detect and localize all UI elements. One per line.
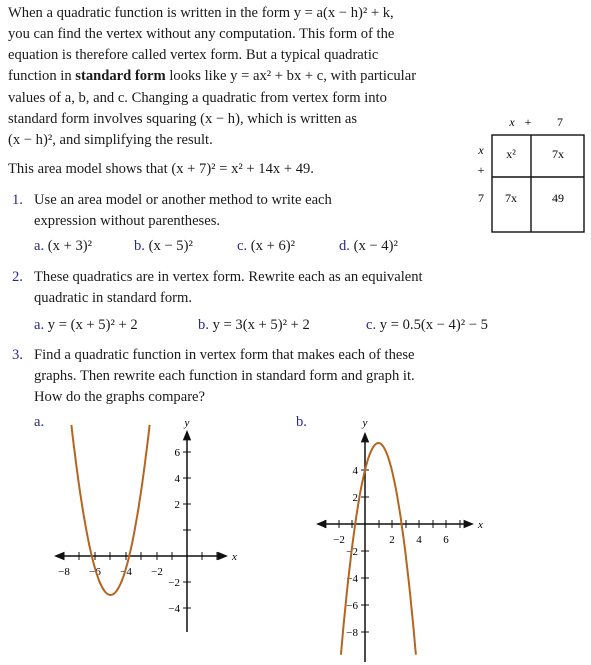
graph-a: [0, 410, 300, 635]
question-1-number: 1.: [12, 192, 23, 208]
part-expression: (x + 6)²: [250, 238, 296, 254]
q1-part: [339, 236, 398, 256]
question-3-text: How do the graphs compare?: [34, 389, 206, 405]
area-top-label: x: [509, 115, 515, 129]
graph-b-x-tick-label: 6: [443, 534, 449, 546]
q2-part: [34, 315, 138, 335]
area-cell: 49: [552, 191, 564, 205]
part-expression: (x − 4)²: [353, 238, 398, 254]
graph-a-y-tick-label: 2: [174, 499, 180, 511]
intro-line-6: standard form involves squaring (x − h), which is written as: [8, 111, 358, 127]
graph-b-y-tick-label: −2: [346, 546, 358, 558]
question-1-text: expression without parentheses.: [34, 213, 221, 229]
intro-text: looks like y = ax² + bx + c, with particular: [165, 68, 417, 84]
part-label: a.: [34, 238, 45, 254]
intro-line-3: equation is therefore called vertex form. But a typical quadratic: [8, 47, 379, 63]
graph-b-x-tick-label: 2: [389, 534, 395, 546]
intro-line-1: When a quadratic function is written in the form y = a(x − h)² + k,: [8, 5, 394, 21]
part-label: b.: [198, 317, 209, 333]
area-cell: x²: [506, 147, 516, 161]
graph-b: [290, 410, 510, 665]
graph-b-x-tick-label: 4: [416, 534, 422, 546]
question-1-text: Use an area model or another method to write each: [34, 192, 332, 208]
graph-b-y-tick-label: −8: [346, 627, 358, 639]
intro-line-2: you can find the vertex without any computation. This form of the: [8, 26, 395, 42]
graph-a-x-tick-label: −8: [58, 566, 70, 578]
intro-line-7: (x − h)², and simplifying the result.: [8, 132, 213, 148]
q2-part: [198, 315, 310, 335]
q1-part: [134, 236, 193, 256]
part-expression: (x − 5)²: [148, 238, 193, 254]
question-3-text: graphs. Then rewrite each function in standard form and graph it.: [34, 368, 415, 384]
part-expression: y = (x + 5)² + 2: [47, 317, 138, 333]
part-label: c.: [366, 317, 377, 333]
area-top-label: +: [524, 115, 532, 129]
q2-part: [366, 315, 488, 335]
standard-form-term: standard form: [75, 68, 166, 84]
question-3-number: 3.: [12, 347, 23, 363]
graph-b-y-tick-label: 4: [352, 465, 358, 477]
graph-b-y-tick-label: −6: [346, 600, 358, 612]
graph-a-y-tick-label: 6: [174, 447, 180, 459]
graph-a-x-tick-label: −4: [120, 566, 132, 578]
graph-b-x-tick-label: −2: [333, 534, 345, 546]
graph-a-x-tick-label: −2: [151, 566, 163, 578]
question-2-text: quadratic in standard form.: [34, 290, 193, 306]
graph-a-y-axis-name: y: [184, 417, 190, 429]
area-top-label: 7: [557, 115, 563, 129]
graph-a-y-tick-label: 4: [174, 473, 180, 485]
q1-part: [34, 236, 92, 256]
part-label: a.: [34, 317, 45, 333]
graph-a-y-tick-label: −2: [168, 577, 180, 589]
graph-b-y-tick-label: −4: [346, 573, 358, 585]
intro-text: function in: [8, 68, 76, 84]
question-3-text: Find a quadratic function in vertex form that makes each of these: [34, 347, 415, 363]
graph-a-parabola: [71, 425, 149, 595]
area-cell: 7x: [552, 147, 564, 161]
question-2-number: 2.: [12, 269, 23, 285]
area-side-label: 7: [478, 191, 484, 205]
intro-line-5: values of a, b, and c. Changing a quadratic from vertex form into: [8, 90, 387, 106]
graph-a-y-tick-label: −4: [168, 603, 180, 615]
graph-b-y-tick-label: 2: [352, 492, 358, 504]
graph-a-x-tick-label: −6: [89, 566, 101, 578]
area-side-label: +: [477, 163, 485, 177]
area-model: [470, 110, 585, 235]
part-expression: y = 0.5(x − 4)² − 5: [379, 317, 488, 333]
graph-b-y-axis-name: y: [362, 417, 368, 429]
area-cell: 7x: [505, 191, 517, 205]
graph-a-label: a.: [34, 414, 45, 430]
part-label: c.: [237, 238, 248, 254]
q1-part: [237, 236, 295, 256]
area-side-label: x: [478, 143, 484, 157]
area-model-statement: This area model shows that (x + 7)² = x² + 14x + 49.: [8, 161, 314, 177]
intro-line-4: [8, 66, 416, 86]
part-label: b.: [134, 238, 145, 254]
graph-b-label: b.: [296, 414, 307, 430]
graph-b-x-axis-name: x: [478, 519, 483, 531]
part-expression: y = 3(x + 5)² + 2: [212, 317, 310, 333]
graph-a-x-axis-name: x: [232, 551, 237, 563]
question-2-text: These quadratics are in vertex form. Rewrite each as an equivalent: [34, 269, 423, 285]
part-expression: (x + 3)²: [47, 238, 93, 254]
part-label: d.: [339, 238, 350, 254]
